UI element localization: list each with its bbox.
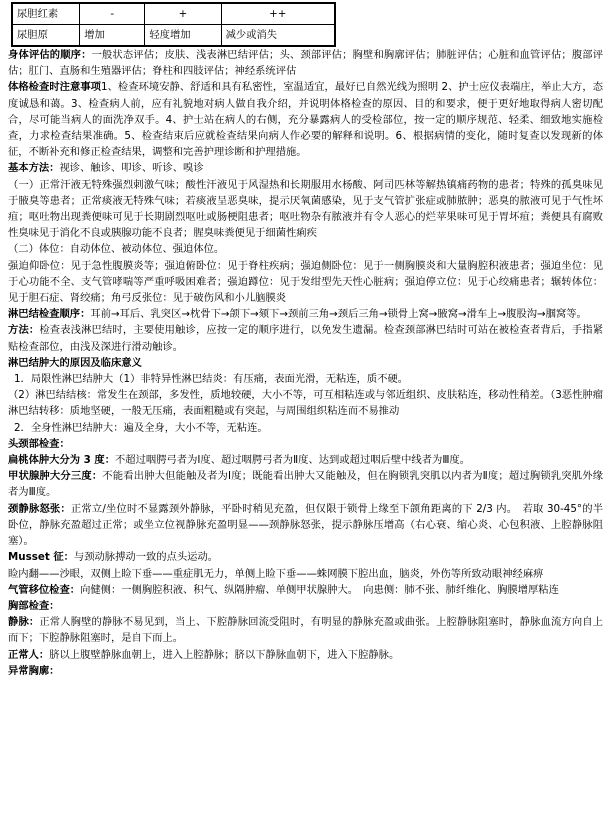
paragraph <box>8 160 603 176</box>
paragraph <box>8 322 603 354</box>
paragraph-text: （2）淋巴结结核：常发生在颈部，多发性，质地较硬，大小不等，可互相粘连或与邻近组织、皮肤粘连，移动性稍差。（3恶性肿瘤淋巴结转移：质地坚硬，一般无压痛，表面粗糙或有突起，与周围组织粘连而不易推动 <box>8 389 603 418</box>
table-cell: ++ <box>221 3 335 25</box>
paragraph-text: 不超过咽腭弓者为Ⅰ度、超过咽腭弓者为Ⅱ度、达到或超过咽后壁中线者为Ⅲ度。 <box>115 454 471 467</box>
paragraph-text: （二）体位：自动体位、被动体位、强迫体位。 <box>8 243 225 256</box>
paragraph <box>8 614 603 646</box>
body-text <box>8 47 603 679</box>
paragraph-text: 1．局限性淋巴结肿大（1）非特异性淋巴结炎：有压痛，表面光滑，无粘连，质不硬。 <box>14 373 409 386</box>
table-row <box>12 25 335 47</box>
paragraph-text: 正常立/坐位时不显露颈外静脉，平卧时稍见充盈，但仅限于锁骨上缘至下颌角距离的下 2/3 内。 若取 30-45°的半卧位，静脉充盈超过正常；或坐立位视静脉充盈明显——颈静脉怒张，提示静脉压增高（右心衰、缩心炎、心包积液、上腔静脉阻塞）。 <box>8 502 604 548</box>
paragraph <box>8 468 603 500</box>
paragraph-heading: 基本方法： <box>8 162 60 175</box>
paragraph <box>8 387 603 419</box>
paragraph <box>8 436 603 452</box>
table-cell: 减少或消失 <box>221 25 335 47</box>
paragraph-heading: 胸部检查： <box>8 599 60 612</box>
paragraph-text: 耳前→耳后、乳突区→枕骨下→颌下→颏下→颈前三角→颈后三角→锁骨上窝→腋窝→滑车上→腹股沟→腘窝等。 <box>90 308 587 321</box>
paragraph <box>8 663 603 679</box>
paragraph-text: 脐以上腹壁静脉血朝上，进入上腔静脉；脐以下静脉血朝下，进入下腔静脉。 <box>49 648 400 661</box>
paragraph-heading: 体格检查时注意事项 <box>8 81 101 94</box>
table-cell: 轻度增加 <box>145 25 221 47</box>
paragraph-text: （一）正常汗液无特殊强烈刺激气味；酸性汗液见于风湿热和长期服用水杨酸、阿司匹林等解热镇痛药物的患者；特殊的孤臭味见于腋臭等患者；正常痰液无特殊气味；若痰液呈恶臭味，提示厌氧菌感染，见于支气管扩张症或肺脓肿；恶臭的脓液可见于气性坏疽；呕吐物出现粪便味可见于长期剧烈呕吐或肠梗阻患者；呕吐物杂有脓液并有令人恶心的烂苹果味可见于胃坏疽；粪便具有腐败性臭味见于消化不良或胰腺功能不良者；腥臭味粪便见于细菌性痢疾 <box>8 178 603 240</box>
paragraph <box>8 306 603 322</box>
paragraph <box>8 582 603 598</box>
paragraph-heading: Musset 征： <box>8 551 74 564</box>
paragraph-heading: 甲状腺肿大分三度： <box>8 470 103 483</box>
paragraph <box>8 241 603 257</box>
paragraph-text: 强迫仰卧位：见于急性腹膜炎等；强迫俯卧位：见于脊柱疾病；强迫侧卧位：见于一侧胸膜炎和大量胸腔积液患者；强迫坐位：见于心功能不全、支气管哮喘等严重呼吸困难者；强迫蹲位：见于发绀型先天性心脏病；强迫停立位：见于心绞痛患者；辗转体位：见于胆石症、肾绞痛；角弓反张位：见于破伤风和小儿脑膜炎 <box>8 259 603 305</box>
paragraph <box>8 566 603 582</box>
urine-test-table <box>11 2 336 47</box>
paragraph <box>8 79 603 160</box>
paragraph-text: 一般状态评估；皮肤、浅表淋巴结评估；头、颈部评估；胸壁和胸廓评估；肺脏评估；心脏和血管评估；腹部评估；肛门、直肠和生殖器评估；脊柱和四肢评估；神经系统评估 <box>8 49 604 78</box>
document-page <box>8 2 603 679</box>
paragraph-text: 不能看出肿大但能触及者为Ⅰ度；既能看出肿大又能触及，但在胸锁乳突肌以内者为Ⅱ度；超过胸锁乳突肌外缘者为Ⅲ度。 <box>8 470 603 499</box>
paragraph <box>8 501 603 550</box>
paragraph <box>8 647 603 663</box>
paragraph <box>8 258 603 307</box>
paragraph <box>8 598 603 614</box>
paragraph-heading: 淋巴结肿大的原因及临床意义 <box>8 356 142 369</box>
paragraph-text: 视诊、触诊、叩诊、听诊、嗅诊 <box>59 162 204 175</box>
paragraph-text: 检查表浅淋巴结时，主要使用触诊，应按一定的顺序进行，以免发生遗漏。检查颈部淋巴结时可站在被检查者背后，手指紧贴检查部位，由浅及深进行滑动触诊。 <box>8 324 604 353</box>
paragraph-text: 2．全身性淋巴结肿大：遍及全身，大小不等，无粘连。 <box>14 421 268 434</box>
paragraph-text: 与颈动脉搏动一致的点头运动。 <box>73 551 219 564</box>
paragraph-heading: 方法： <box>8 324 40 337</box>
paragraph-heading: 头颈部检查： <box>8 437 70 450</box>
paragraph <box>8 371 603 387</box>
paragraph-heading: 正常人： <box>8 648 50 661</box>
paragraph <box>8 355 603 371</box>
paragraph-heading: 颈静脉怒张： <box>8 502 71 515</box>
table-cell: + <box>145 3 221 25</box>
paragraph-text: 睑内翻——沙眼，双侧上睑下垂——重症肌无力，单侧上睑下垂——蛛网膜下腔出血，脑炎，外伤等所致动眼神经麻痹 <box>8 567 544 580</box>
table-cell: 增加 <box>80 25 145 47</box>
paragraph-text: 正常人胸壁的静脉不易见到，当上、下腔静脉回流受阻时，有明显的静脉充盈或曲张。上腔静脉阻塞时，静脉血流方向自上而下；下腔静脉阻塞时，是自下而上。 <box>8 616 604 645</box>
paragraph <box>8 420 603 436</box>
table-row <box>12 3 335 25</box>
paragraph <box>8 452 603 468</box>
paragraph <box>8 177 603 242</box>
paragraph-heading: 扁桃体肿大分为 3 度： <box>8 454 116 467</box>
table-cell: 尿胆红素 <box>12 3 80 25</box>
table-cell: 尿胆原 <box>12 25 80 47</box>
table-cell: - <box>80 3 145 25</box>
paragraph-heading: 静脉： <box>8 616 40 629</box>
paragraph-heading: 异常胸廓： <box>8 664 60 677</box>
paragraph <box>8 47 603 79</box>
paragraph-heading: 淋巴结检查顺序： <box>8 308 91 321</box>
paragraph-text: 向健侧：一侧胸腔积液、积气、纵隔肿瘤、单侧甲状腺肿大。 向患侧：肺不张、肺纤维化、胸膜增厚粘连 <box>80 583 559 596</box>
paragraph-heading: 身体评估的顺序： <box>8 49 92 61</box>
paragraph-heading: 气管移位检查： <box>8 583 81 596</box>
paragraph <box>8 549 603 565</box>
paragraph-text: 1、检查环境安静、舒适和具有私密性，室温适宜，最好已自然光线为照明 2、护士应仪表端庄，举止大方，态度诚恳和蔼。3、检查病人前，应有礼貌地对病人做自我介绍，并说明体格检查的原因、目的和要求，便于更好地取得病人密切配合，尽可能当病人的面洗净双手。4、护士站在病人的右侧，充分暴露病人的受检部位，按一定的顺序规范、轻柔、细致地实施检查，力求检查结果准确。5、检查结束后应就检查结果向病人作必要的解释和说明。6、根据病情的变化，随时复查以发现新的体征，不断补充和修正检查结果，调整和完善护理诊断和护理措施。 <box>8 81 604 159</box>
